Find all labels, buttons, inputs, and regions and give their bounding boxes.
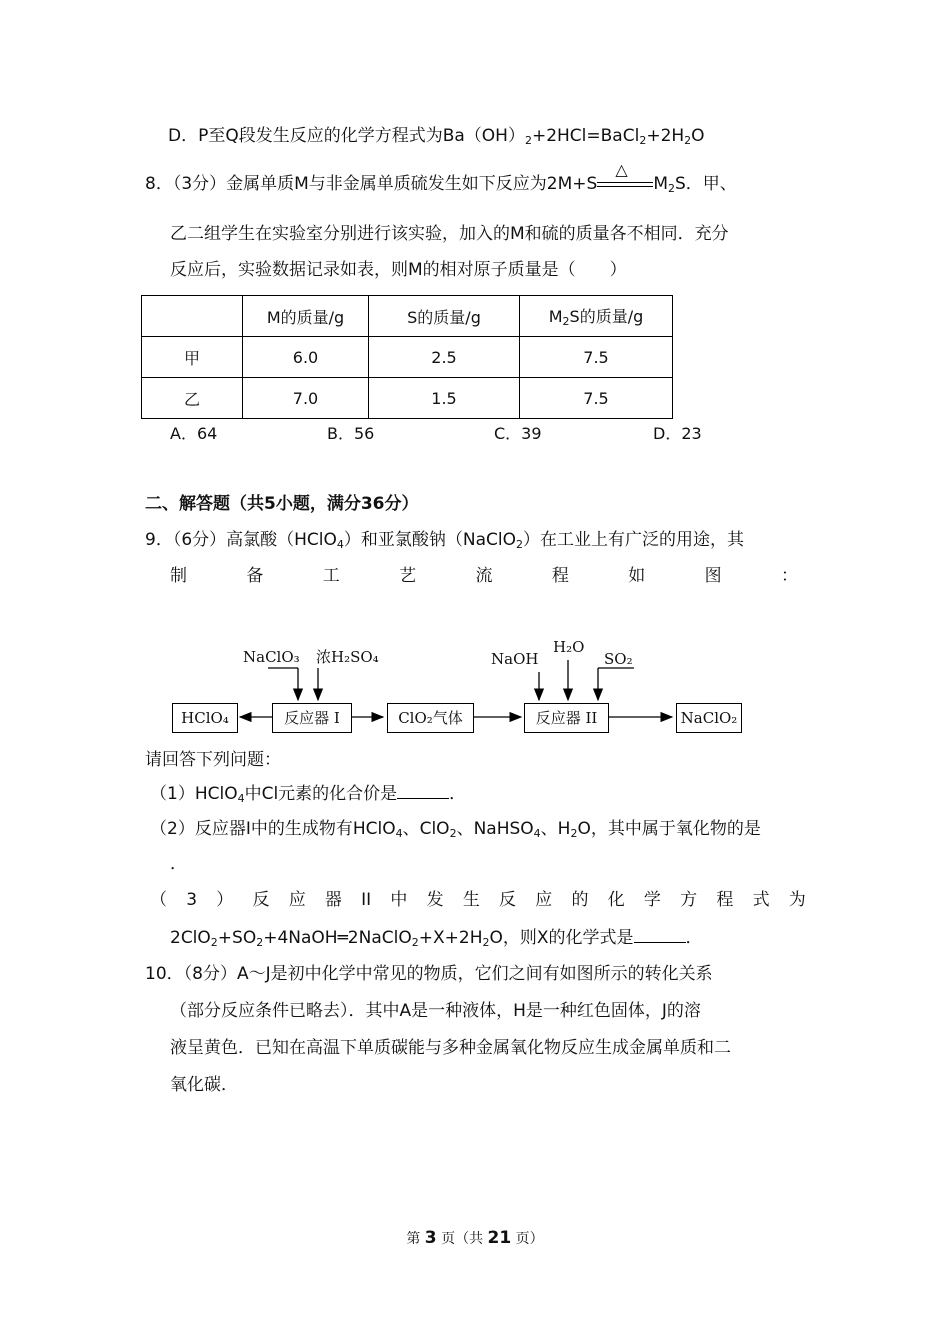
text: +SO [217,928,257,948]
text: 中Cl元素的化合价是 [244,784,398,804]
table-cell: 甲 [142,337,243,378]
subscript: 2 [516,538,523,551]
char: 艺 [399,566,417,586]
q10-line-4: 氧化碳． [170,1075,238,1095]
table-cell: S的质量/g [369,296,520,337]
text: 、NaHSO [456,819,534,839]
subscript: 2 [668,182,675,195]
option-a: A．64 [170,424,218,443]
char: 流 [475,566,493,586]
q9-sub-3-line-2 [170,926,703,955]
char: 式 [752,890,770,910]
text: ． [685,928,703,948]
char: 反 [252,890,270,910]
box-clo2-gas: ClO₂气体 [387,703,474,733]
text: +X+2H [418,928,483,948]
text: 页（共 [436,1231,488,1247]
char: 的 [571,890,589,910]
text: O，其中属于氧化物的是 [577,819,761,839]
q9-sub-1 [150,782,466,811]
text: 2ClO [170,928,211,948]
char: II [361,890,372,910]
char: 工 [322,566,340,586]
table-cell: 6.0 [243,337,369,378]
char: 发 [426,890,444,910]
char: 程 [716,890,734,910]
table-cell: 7.5 [520,378,673,419]
heat-symbol: △ [615,160,628,179]
label-so2: SO₂ [604,650,633,668]
total-pages: 21 [487,1228,512,1248]
text: 8．（3分）金属单质M与非金属单质硫发生如下反应为2M+S [145,174,598,194]
char: 3 [186,890,198,910]
q9-sub-2-end: ． [170,854,187,874]
char: 程 [551,566,569,586]
text: ）在工业上有广泛的用途，其 [523,530,744,550]
answer-blank[interactable] [634,926,686,943]
text: S．甲、 [675,174,737,194]
subscript: 2 [210,936,218,949]
subscript: 2 [524,134,532,147]
char: 应 [535,890,553,910]
char: ： [781,566,798,586]
page-footer [0,1228,950,1248]
option-d: D．23 [653,424,702,443]
subscript: 2 [684,134,692,147]
page-number: 3 [424,1228,437,1248]
text: 、H [540,819,571,839]
subscript: 2 [256,936,264,949]
char: 中 [390,890,408,910]
subscript: 2 [449,827,457,840]
char: 备 [246,566,264,586]
text: ）和亚氯酸钠（NaClO [343,530,516,550]
table-cell: 1.5 [369,378,520,419]
subscript: 2 [639,134,647,147]
text: ． [449,784,467,804]
char: 器 [324,890,342,910]
q9-sub-3-line-1 [150,888,806,912]
char: 化 [607,890,625,910]
char: 方 [680,890,698,910]
q9-sub-2 [150,817,761,846]
text: M [653,174,668,194]
text: O，则X的化学式是 [489,928,634,948]
box-hclo4: HClO₄ [172,703,238,733]
subscript: 2 [482,936,490,949]
label-naoh: NaOH [491,650,539,668]
subscript: 2 [570,827,578,840]
char: ） [216,890,234,910]
char: 图 [704,566,722,586]
char: 反 [499,890,517,910]
text: D．P至Q段发生反应的化学方程式为Ba（OH） [168,126,525,146]
text: （2）反应器I中的生成物有HClO [150,819,396,839]
table-cell: 乙 [142,378,243,419]
box-reactor-1: 反应器 I [272,703,352,733]
label-h2so4: 浓H₂SO₄ [316,648,379,666]
char: 为 [788,890,806,910]
text: 页） [511,1231,544,1247]
char: 生 [462,890,480,910]
box-naclo2: NaClO₂ [676,703,742,733]
subscript: 4 [237,792,245,805]
q9-prompt: 请回答下列问题： [145,750,281,770]
text: O [691,126,705,146]
char: 应 [288,890,306,910]
text: 9．（6分）高氯酸（HClO [145,530,337,550]
subscript: 4 [533,827,541,840]
table-cell: 7.5 [520,337,673,378]
char: 学 [643,890,661,910]
option-c: C．39 [494,424,542,443]
char: 制 [170,566,187,586]
label-naclo3: NaClO₃ [243,648,300,666]
q8-line-3: 反应后，实验数据记录如表，则M的相对原子质量是（ ） [170,260,627,280]
table-cell: 2.5 [369,337,520,378]
option-b: B．56 [327,424,375,443]
box-reactor-2: 反应器 II [524,703,609,733]
answer-blank[interactable] [397,782,449,799]
text: 第 [406,1231,425,1247]
table-cell: $M_2S$的质量/g [520,296,673,337]
subscript: 2 [411,936,419,949]
q10-line-1: 10．（8分）A～J是初中化学中常见的物质，它们之间有如图所示的转化关系 [145,964,713,984]
q10-line-2: （部分反应条件已略去）．其中A是一种液体，H是一种红色固体，J的溶 [170,1001,701,1021]
subscript: 4 [336,538,344,551]
section-title: 二、解答题（共5小题，满分36分） [145,494,419,514]
q8-line-2: 乙二组学生在实验室分别进行该实验，加入的M和硫的质量各不相同．充分 [170,224,729,244]
char: （ [150,890,167,910]
subscript: 4 [395,827,403,840]
q10-line-3: 液呈黄色．已知在高温下单质碳能与多种金属氧化物反应生成金属单质和二 [170,1038,731,1058]
table-cell: 7.0 [243,378,369,419]
text: +4NaOH═2NaClO [263,928,412,948]
char: 如 [628,566,646,586]
table-cell: M的质量/g [243,296,369,337]
text: （1）HClO [150,784,238,804]
label-h2o: H₂O [553,638,585,656]
text: 、ClO [402,819,450,839]
text: +2H [646,126,685,146]
text: +2HCl=BaCl [531,126,640,146]
